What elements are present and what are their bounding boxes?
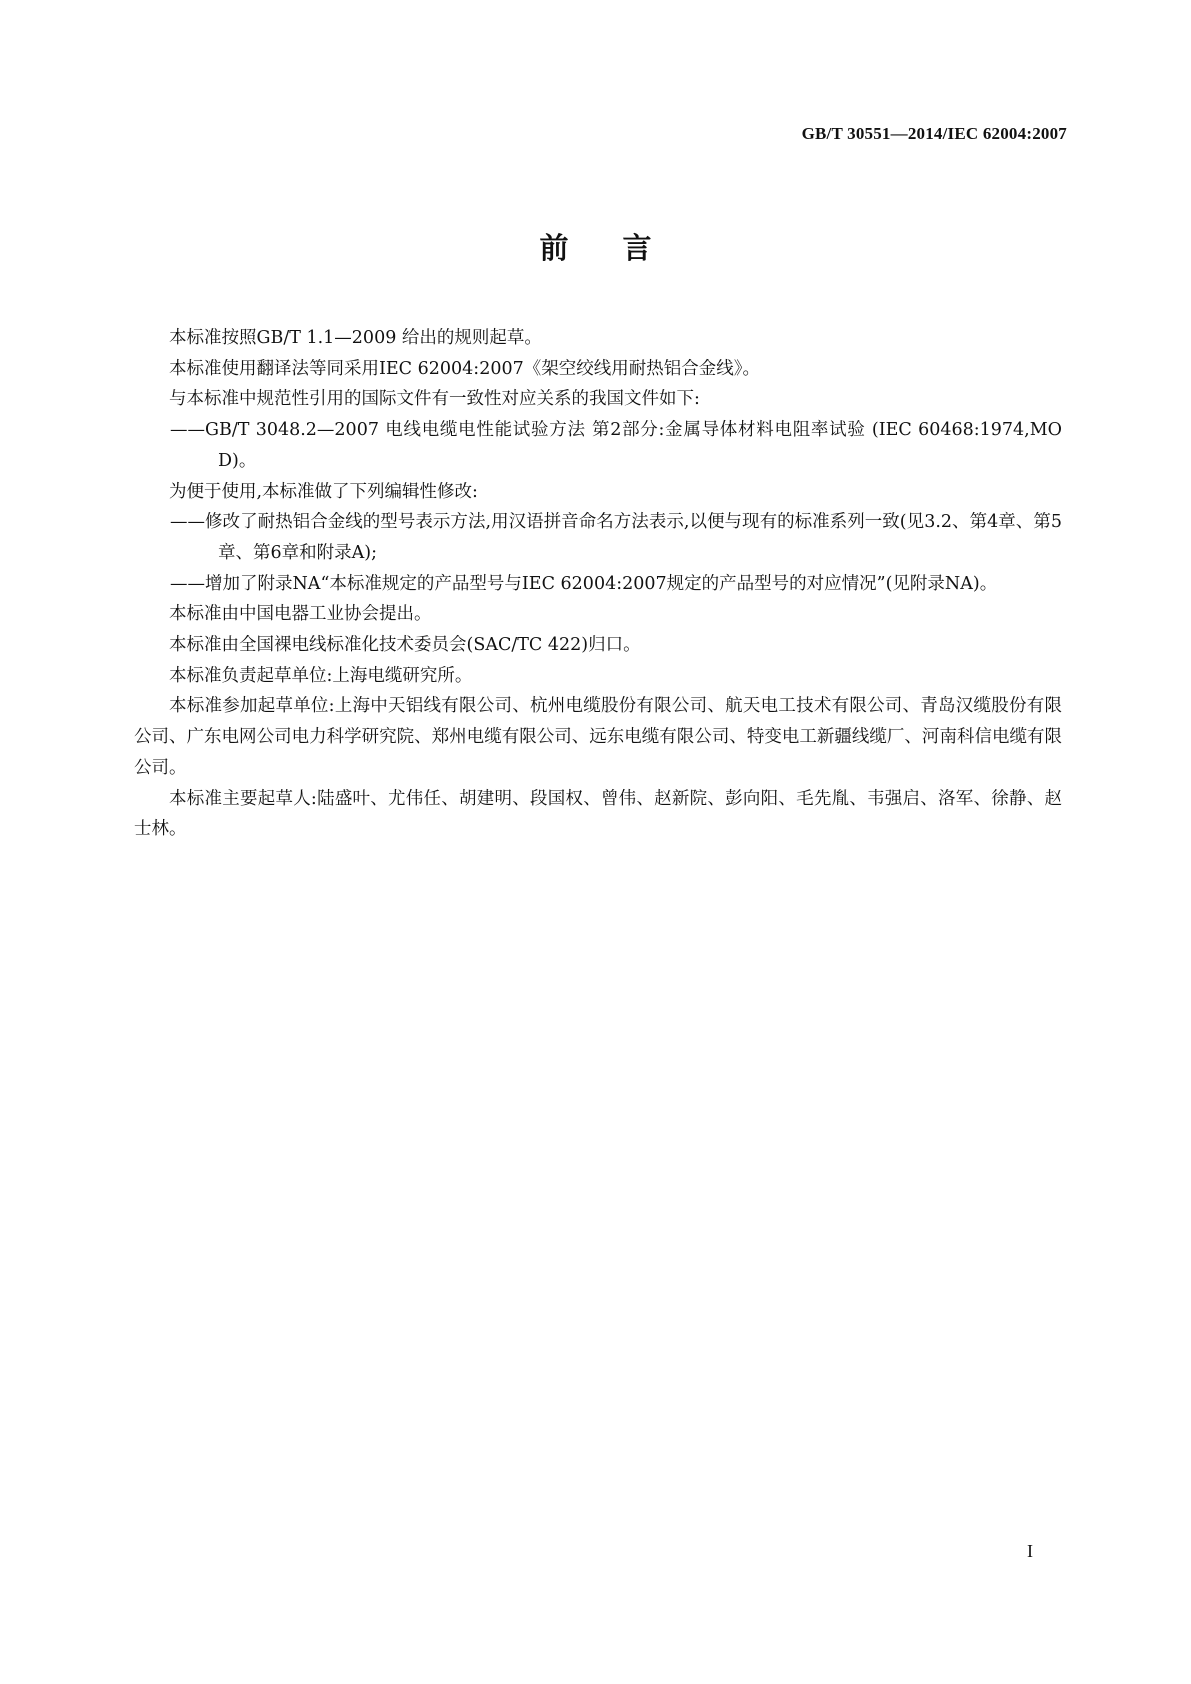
paragraph-lead-drafter: 本标准负责起草单位:上海电缆研究所。 [169, 665, 473, 686]
list-item-edit: ——修改了耐热铝合金线的型号表示方法,用汉语拼音命名方法表示,以便与现有的标准系列一致(见3.2、第4章、第5章、第6章和附录A); [170, 512, 1062, 563]
page-title: 前言 [539, 231, 706, 265]
standard-number: GB/T 30551—2014/IEC 62004:2007 [801, 124, 1067, 143]
document-body [134, 323, 1062, 845]
paragraph-proposer: 本标准由中国电器工业协会提出。 [169, 604, 432, 625]
paragraph-references-intro: 与本标准中规范性引用的国际文件有一致性对应关系的我国文件如下: [169, 389, 700, 410]
paragraph-administrator: 本标准由全国裸电线标准化技术委员会(SAC/TC 422)归口。 [169, 635, 641, 656]
paragraph-participating-drafters: 本标准参加起草单位:上海中天铝线有限公司、杭州电缆股份有限公司、航天电工技术有限公司、青岛汉缆股份有限公司、广东电网公司电力科学研究院、郑州电缆有限公司、远东电缆有限公司、特变电工新疆线缆厂、河南科信电缆有限公司。 [134, 696, 1062, 778]
paragraph-adoption: 本标准使用翻译法等同采用IEC 62004:2007《架空绞线用耐热铝合金线》。 [169, 358, 760, 379]
paragraph-edits-intro: 为便于使用,本标准做了下列编辑性修改: [169, 481, 478, 502]
paragraph-drafting-rules: 本标准按照GB/T 1.1—2009 给出的规则起草。 [169, 328, 542, 348]
paragraph-main-drafters: 本标准主要起草人:陆盛叶、尤伟任、胡建明、段国权、曾伟、赵新院、彭向阳、毛先胤、韦强启、洛军、徐静、赵士林。 [134, 788, 1062, 840]
list-item-reference: ——GB/T 3048.2—2007 电线电缆电性能试验方法 第2部分:金属导体材料电阻率试验 (IEC 60468:1974,MOD)。 [170, 420, 1062, 471]
list-item-edit: ——增加了附录NA“本标准规定的产品型号与IEC 62004:2007规定的产品型号的对应情况”(见附录NA)。 [170, 573, 998, 594]
page-number: I [1027, 1541, 1033, 1561]
